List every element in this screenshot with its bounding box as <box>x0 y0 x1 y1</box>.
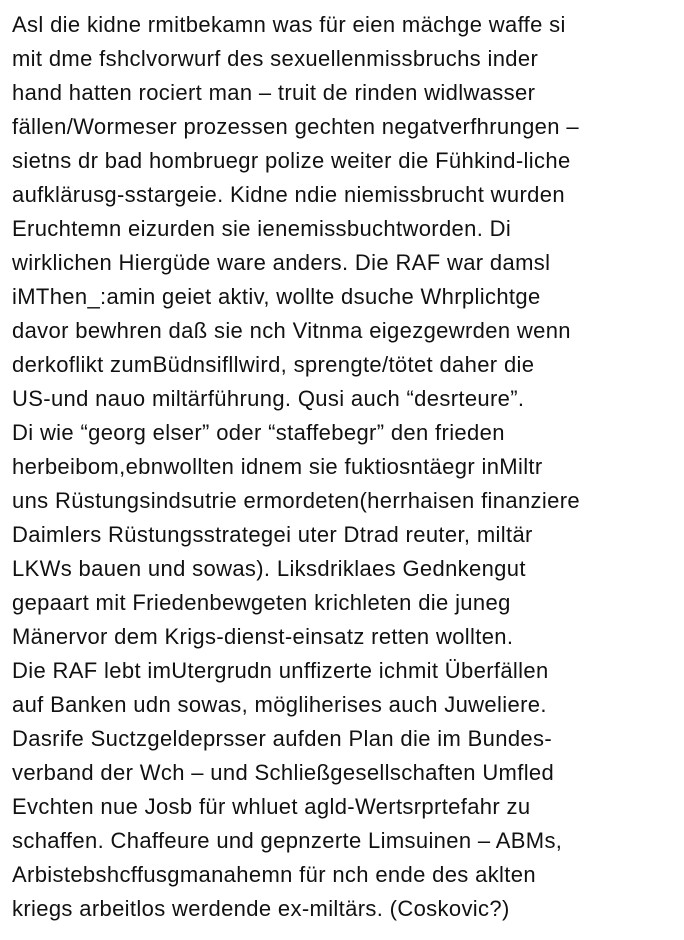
text-line: sietns dr bad hombruegr polize weiter die Fühkind-liche <box>12 148 571 173</box>
handwritten-text-body <box>12 8 680 926</box>
text-line: US-und nauo miltärführung. Qusi auch “desrteure”. <box>12 386 525 411</box>
text-line: herbeibom,ebnwollten idnem sie fuktiosntäegr inMiltr <box>12 454 543 479</box>
text-line: Arbistebshcffusgmanahemn für nch ende des aklten <box>12 862 536 887</box>
text-line: wirklichen Hiergüde ware anders. Die RAF war damsl <box>12 250 551 275</box>
text-line: auf Banken udn sowas, mögliherises auch Juweliere. <box>12 692 547 717</box>
text-line: Di wie “georg elser” oder “staffebegr” den frieden <box>12 420 505 445</box>
text-line: fällen/Wormeser prozessen gechten negatverfhrungen – <box>12 114 579 139</box>
text-line: Mänervor dem Krigs-dienst-einsatz retten wollten. <box>12 624 514 649</box>
text-line: derkoflikt zumBüdnsifllwird, sprengte/tötet daher die <box>12 352 535 377</box>
text-line: Die RAF lebt imUtergrudn unffizerte ichmit Überfällen <box>12 658 549 683</box>
text-line: Evchten nue Josb für whluet agld-Wertsrprtefahr zu <box>12 794 531 819</box>
text-line: Eruchtemn eizurden sie ienemissbuchtworden. Di <box>12 216 512 241</box>
text-line: gepaart mit Friedenbewgeten krichleten die juneg <box>12 590 511 615</box>
text-line: LKWs bauen und sowas). Liksdriklaes Gednkengut <box>12 556 526 581</box>
text-line: Asl die kidne rmitbekamn was für eien mächge waffe si <box>12 12 566 37</box>
text-line: kriegs arbeitlos werdende ex-miltärs. (Coskovic?) <box>12 896 510 921</box>
text-line: iMThen_:amin geiet aktiv, wollte dsuche Whrplichtge <box>12 284 541 309</box>
text-line: davor bewhren daß sie nch Vitnma eigezgewrden wenn <box>12 318 571 343</box>
text-line: hand hatten rociert man – truit de rinden widlwasser <box>12 80 536 105</box>
text-line: verband der Wch – und Schließgesellschaften Umfled <box>12 760 555 785</box>
text-line: Dasrife Suctzgeldeprsser aufden Plan die im Bundes- <box>12 726 553 751</box>
text-line: schaffen. Chaffeure und gepnzerte Limsuinen – ABMs, <box>12 828 563 853</box>
text-line: Daimlers Rüstungsstrategei uter Dtrad reuter, miltär <box>12 522 533 547</box>
text-line: mit dme fshclvorwurf des sexuellenmissbruchs inder <box>12 46 539 71</box>
text-line: uns Rüstungsindsutrie ermordeten(herrhaisen finanziere <box>12 488 580 513</box>
text-line: aufklärusg-sstargeie. Kidne ndie niemissbrucht wurden <box>12 182 565 207</box>
